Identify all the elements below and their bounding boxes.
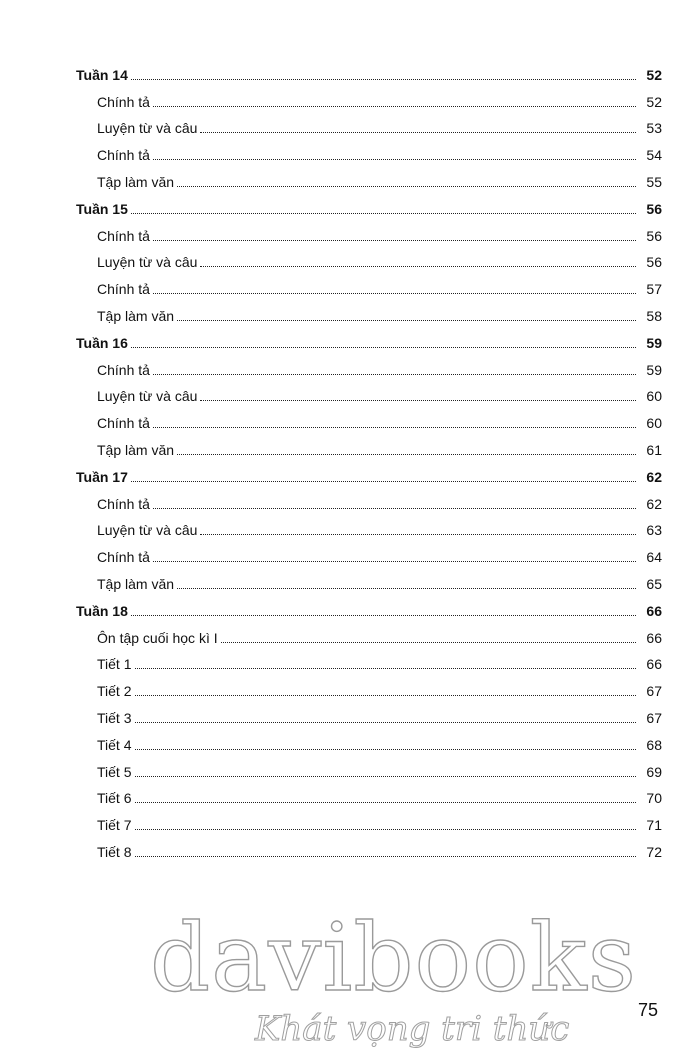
dot-leader: [153, 293, 636, 294]
dot-leader: [131, 79, 636, 80]
dot-leader: [221, 642, 636, 643]
dot-leader: [135, 668, 637, 669]
toc-sub-entry: [76, 379, 662, 406]
toc-entry-label: Tập làm văn: [97, 307, 175, 324]
toc-sub-entry: [76, 432, 662, 459]
toc-sub-entry: [76, 298, 662, 325]
toc-entry-label: Tiết 8: [97, 843, 132, 860]
toc-entry-page: 70: [646, 790, 662, 807]
toc-entry-page: 68: [646, 736, 662, 753]
toc-sub-entry: [76, 352, 662, 379]
toc-sub-entry: [76, 620, 662, 647]
dot-leader: [135, 776, 637, 777]
toc-sub-entry: [76, 647, 662, 674]
toc-entry-label: Tập làm văn: [97, 575, 175, 592]
toc-entry-label: Tiết 3: [97, 709, 132, 726]
toc-entry-page: 59: [646, 361, 662, 378]
toc-sub-entry: [76, 834, 662, 861]
toc-entry-label: Tuần 17: [76, 468, 128, 485]
toc-entry-label: Chính tả: [97, 361, 150, 378]
toc-entry-page: 52: [646, 66, 662, 83]
toc-entry-label: Luyện từ và câu: [97, 522, 198, 539]
toc-sub-entry: [76, 84, 662, 111]
toc-entry-label: Chính tả: [97, 93, 150, 110]
toc-entry-label: Tuần 16: [76, 334, 128, 351]
dot-leader: [200, 132, 636, 133]
toc-entry-page: 61: [646, 441, 662, 458]
watermark-slogan: Khát vọng tri thức: [255, 1009, 570, 1049]
dot-leader: [153, 106, 636, 107]
dot-leader: [135, 856, 637, 857]
toc-sub-entry: [76, 566, 662, 593]
dot-leader: [177, 454, 636, 455]
dot-leader: [153, 240, 636, 241]
table-of-contents: [76, 57, 662, 861]
dot-leader: [131, 481, 636, 482]
toc-entry-label: Chính tả: [97, 281, 150, 298]
toc-sub-entry: [76, 271, 662, 298]
dot-leader: [135, 829, 637, 830]
toc-entry-page: 66: [646, 629, 662, 646]
dot-leader: [177, 320, 636, 321]
dot-leader: [131, 347, 636, 348]
dot-leader: [153, 427, 636, 428]
toc-entry-page: 66: [646, 602, 662, 619]
toc-entry-page: 66: [646, 656, 662, 673]
toc-sub-entry: [76, 513, 662, 540]
toc-entry-page: 52: [646, 93, 662, 110]
toc-sub-entry: [76, 164, 662, 191]
toc-entry-page: 65: [646, 575, 662, 592]
dot-leader: [135, 749, 637, 750]
dot-leader: [177, 588, 636, 589]
dot-leader: [153, 374, 636, 375]
toc-entry-page: 56: [646, 200, 662, 217]
toc-week-entry: [76, 57, 662, 84]
dot-leader: [200, 266, 636, 267]
toc-sub-entry: [76, 754, 662, 781]
toc-entry-label: Tuần 14: [76, 66, 128, 83]
toc-entry-page: 67: [646, 709, 662, 726]
dot-leader: [177, 186, 636, 187]
dot-leader: [131, 213, 636, 214]
toc-entry-page: 55: [646, 173, 662, 190]
toc-sub-entry: [76, 405, 662, 432]
toc-sub-entry: [76, 673, 662, 700]
toc-sub-entry: [76, 486, 662, 513]
toc-entry-label: Tiết 4: [97, 736, 132, 753]
toc-sub-entry: [76, 781, 662, 808]
toc-sub-entry: [76, 727, 662, 754]
toc-week-entry: [76, 191, 662, 218]
toc-entry-label: Luyện từ và câu: [97, 388, 198, 405]
dot-leader: [153, 159, 636, 160]
watermark-logo: davibooks: [150, 904, 637, 1013]
toc-sub-entry: [76, 245, 662, 272]
toc-entry-label: Tiết 7: [97, 817, 132, 834]
toc-sub-entry: [76, 111, 662, 138]
toc-sub-entry: [76, 539, 662, 566]
toc-sub-entry: [76, 137, 662, 164]
toc-entry-page: 58: [646, 307, 662, 324]
toc-entry-page: 54: [646, 147, 662, 164]
dot-leader: [135, 695, 637, 696]
dot-leader: [153, 561, 636, 562]
toc-entry-label: Tuần 18: [76, 602, 128, 619]
toc-entry-page: 59: [646, 334, 662, 351]
toc-entry-page: 56: [646, 227, 662, 244]
toc-entry-label: Chính tả: [97, 495, 150, 512]
toc-entry-label: Tập làm văn: [97, 441, 175, 458]
toc-entry-page: 53: [646, 120, 662, 137]
toc-week-entry: [76, 325, 662, 352]
toc-entry-label: Ôn tập cuối học kì I: [97, 629, 218, 646]
toc-entry-page: 57: [646, 281, 662, 298]
toc-entry-page: 62: [646, 495, 662, 512]
toc-sub-entry: [76, 218, 662, 245]
toc-entry-page: 64: [646, 549, 662, 566]
toc-entry-page: 63: [646, 522, 662, 539]
toc-entry-label: Luyện từ và câu: [97, 254, 198, 271]
toc-entry-label: Luyện từ và câu: [97, 120, 198, 137]
toc-entry-label: Chính tả: [97, 227, 150, 244]
toc-week-entry: [76, 593, 662, 620]
dot-leader: [153, 508, 636, 509]
toc-entry-page: 56: [646, 254, 662, 271]
dot-leader: [200, 400, 636, 401]
toc-entry-label: Tiết 1: [97, 656, 132, 673]
toc-entry-page: 60: [646, 415, 662, 432]
toc-entry-label: Chính tả: [97, 549, 150, 566]
toc-entry-label: Tiết 5: [97, 763, 132, 780]
toc-entry-page: 62: [646, 468, 662, 485]
dot-leader: [131, 615, 636, 616]
toc-entry-label: Chính tả: [97, 415, 150, 432]
page-number: 75: [638, 1000, 659, 1020]
toc-week-entry: [76, 459, 662, 486]
dot-leader: [200, 534, 636, 535]
toc-entry-page: 72: [646, 843, 662, 860]
toc-entry-label: Tuần 15: [76, 200, 128, 217]
toc-sub-entry: [76, 700, 662, 727]
toc-entry-label: Tiết 6: [97, 790, 132, 807]
dot-leader: [135, 802, 637, 803]
dot-leader: [135, 722, 637, 723]
toc-entry-label: Tập làm văn: [97, 173, 175, 190]
toc-entry-page: 69: [646, 763, 662, 780]
toc-entry-label: Chính tả: [97, 147, 150, 164]
toc-entry-page: 67: [646, 683, 662, 700]
toc-entry-label: Tiết 2: [97, 683, 132, 700]
toc-sub-entry: [76, 807, 662, 834]
toc-entry-page: 71: [646, 817, 662, 834]
toc-entry-page: 60: [646, 388, 662, 405]
